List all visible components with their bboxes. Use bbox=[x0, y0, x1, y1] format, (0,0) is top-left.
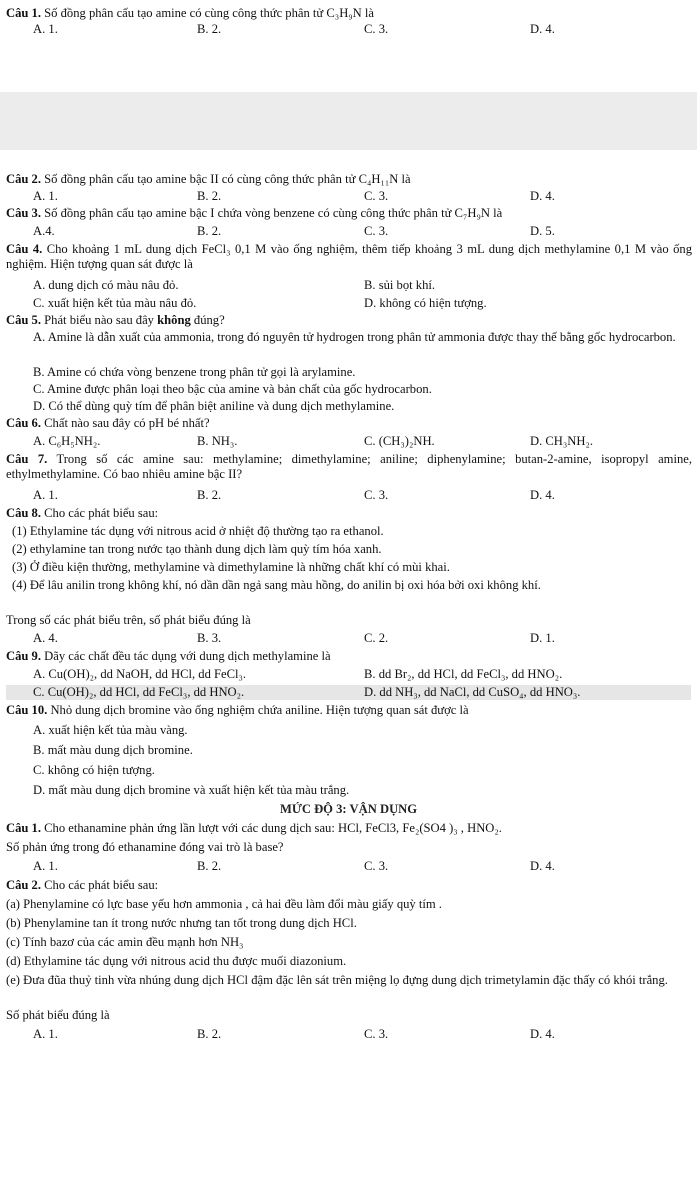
option-d: D. CH₃NH₂. bbox=[530, 434, 594, 448]
option-d: D. không có hiện tượng. bbox=[364, 296, 487, 310]
statement-a: (a) Phenylamine có lực base yếu hơn ammonia , cả hai đều làm đổi màu giấy quỳ tím . bbox=[6, 897, 442, 911]
question-8: Câu 8. Cho các phát biểu sau: bbox=[6, 506, 159, 520]
question-10: Câu 10. Nhỏ dung dịch bromine vào ống nghiệm chứa aniline. Hiện tượng quan sát được là bbox=[6, 703, 469, 717]
statement-c: (c) Tính bazơ của các amin đều mạnh hơn NH₃ bbox=[6, 935, 244, 949]
question-6-options bbox=[0, 434, 697, 449]
question-9-options-row1 bbox=[0, 667, 697, 682]
option-b: B. 2. bbox=[197, 488, 222, 502]
option-b: B. 2. bbox=[197, 224, 222, 238]
question-2-options bbox=[0, 189, 697, 204]
option-c: C. 3. bbox=[364, 1027, 389, 1041]
statement-3: (3) Ở điều kiện thường, methylamine và dimethylamine là những chất khí có mùi khai. bbox=[12, 560, 450, 574]
question-3: Câu 3. Số đồng phân cấu tạo amine bậc I chứa vòng benzene có cùng công thức phân tử C₇H₉N là bbox=[6, 206, 503, 220]
question-2: Câu 2. Số đồng phân cấu tạo amine bậc II có cùng công thức phân tử C₄H₁₁N là bbox=[6, 172, 411, 186]
option-a: A. C₆H₅NH₂. bbox=[33, 434, 101, 448]
question-3-options bbox=[0, 224, 697, 239]
question-4: Câu 4. Cho khoảng 1 mL dung dịch FeCl₃ 0,1 M vào ống nghiệm, thêm tiếp khoảng 3 mL dung dịch methylamine 0,1 M vào ống nghiệm. Hiện tượng quan sát được là bbox=[6, 242, 692, 271]
question-4-options-row1 bbox=[0, 278, 697, 293]
option-b: B. dd Br₂, dd HCl, dd FeCl₃, dd HNO₂. bbox=[364, 667, 563, 681]
statement-e: (e) Đưa đũa thuỷ tinh vừa nhúng dung dịch HCl đậm đặc lên sát trên miệng lọ đựng dung dịch trimetylamin đặc thấy có khói trắng. bbox=[6, 973, 668, 987]
statement-2: (2) ethylamine tan trong nước tạo thành dung dịch làm quỳ tím hóa xanh. bbox=[12, 542, 382, 556]
option-c: C. Cu(OH)₂, dd HCl, dd FeCl₃, dd HNO₂. bbox=[33, 685, 245, 699]
statement-b: B. Amine có chứa vòng benzene trong phân tử gọi là arylamine. bbox=[33, 365, 356, 379]
option-c: C. (CH₃)₂NH. bbox=[364, 434, 435, 448]
option-d: D. dd NH₃, dd NaCl, dd CuSO₄, dd HNO₃. bbox=[364, 685, 581, 699]
option-c: C. 3. bbox=[364, 488, 389, 502]
option-c: C. 3. bbox=[364, 22, 389, 36]
statement-b: (b) Phenylamine tan ít trong nước nhưng tan tốt trong dung dịch HCl. bbox=[6, 916, 357, 930]
option-b: B. 2. bbox=[197, 1027, 222, 1041]
question-9: Câu 9. Dãy các chất đều tác dụng với dung dịch methylamine là bbox=[6, 649, 331, 663]
option-b: B. 2. bbox=[197, 22, 222, 36]
option-c: C. 3. bbox=[364, 224, 389, 238]
option-b: B. 2. bbox=[197, 859, 222, 873]
option-d: D. 4. bbox=[530, 488, 555, 502]
level3-question-1-prompt: Số phản ứng trong đó ethanamine đóng vai trò là base? bbox=[6, 840, 284, 854]
question-7-options bbox=[0, 488, 697, 503]
question-8-prompt: Trong số các phát biểu trên, số phát biểu đúng là bbox=[6, 613, 251, 627]
option-d: D. 4. bbox=[530, 859, 555, 873]
statement-c: C. không có hiện tượng. bbox=[33, 763, 155, 777]
question-1-options bbox=[0, 22, 697, 37]
question-6: Câu 6. Chất nào sau đây có pH bé nhất? bbox=[6, 416, 210, 430]
level3-question-1: Câu 1. Cho ethanamine phản ứng lần lượt với các dung dịch sau: HCl, FeCl3, Fe₂(SO4 )₃ , HNO₂. bbox=[6, 821, 502, 835]
level3-question-1-options bbox=[0, 859, 697, 874]
option-a: A. 1. bbox=[33, 1027, 58, 1041]
question-4-options-row2 bbox=[0, 296, 697, 311]
option-d: D. 4. bbox=[530, 22, 555, 36]
question-5: Câu 5. Phát biểu nào sau đây không đúng? bbox=[6, 313, 225, 327]
option-b: B. 2. bbox=[197, 189, 222, 203]
question-1: Câu 1. Số đồng phân cấu tạo amine có cùng công thức phân tử C₃H₉N là bbox=[6, 6, 375, 20]
option-b: B. NH₃. bbox=[197, 434, 238, 448]
option-d: D. 4. bbox=[530, 1027, 555, 1041]
option-a: A. 1. bbox=[33, 189, 58, 203]
question-9-options-row2 bbox=[6, 685, 691, 700]
option-c: C. 2. bbox=[364, 631, 389, 645]
statement-a: A. Amine là dẫn xuất của ammonia, trong đó nguyên tử hydrogen trong phân tử ammonia được thay thế bằng gốc hydrocarbon. bbox=[33, 330, 676, 344]
option-b: B. 3. bbox=[197, 631, 222, 645]
level3-question-2-options bbox=[0, 1027, 697, 1042]
statement-d: D. mất màu dung dịch bromine và xuất hiện kết tủa màu trắng. bbox=[33, 783, 350, 797]
option-c: C. 3. bbox=[364, 859, 389, 873]
statement-1: (1) Ethylamine tác dụng với nitrous acid ở nhiệt độ thường tạo ra ethanol. bbox=[12, 524, 384, 538]
statement-d: D. Có thể dùng quỳ tím để phân biệt aniline và dung dịch methylamine. bbox=[33, 399, 395, 413]
blank-gap bbox=[0, 92, 697, 150]
option-a: A. 1. bbox=[33, 859, 58, 873]
option-c: C. xuất hiện kết tủa màu nâu đỏ. bbox=[33, 296, 197, 310]
level3-question-2-prompt: Số phát biểu đúng là bbox=[6, 1008, 110, 1022]
option-d: D. 4. bbox=[530, 189, 555, 203]
option-c: C. 3. bbox=[364, 189, 389, 203]
option-a: A. 1. bbox=[33, 488, 58, 502]
section-heading: MỨC ĐỘ 3: VẬN DỤNG bbox=[279, 802, 418, 816]
option-a: A. 1. bbox=[33, 22, 58, 36]
level3-question-2: Câu 2. Cho các phát biểu sau: bbox=[6, 878, 159, 892]
option-d: D. 5. bbox=[530, 224, 555, 238]
statement-b: B. mất màu dung dịch bromine. bbox=[33, 743, 193, 757]
statement-d: (d) Ethylamine tác dụng với nitrous acid thu được muối diazonium. bbox=[6, 954, 347, 968]
question-7: Câu 7. Trong số các amine sau: methylamine; dimethylamine; aniline; diphenylamine; butan-2-amine, isopropyl amine, ethylmethylamine. Có bao nhiêu amine bậc II? bbox=[6, 452, 692, 481]
statement-a: A. xuất hiện kết tủa màu vàng. bbox=[33, 723, 188, 737]
option-a: A. Cu(OH)₂, dd NaOH, dd HCl, dd FeCl₃. bbox=[33, 667, 247, 681]
option-b: B. sủi bọt khí. bbox=[364, 278, 436, 292]
statement-4: (4) Để lâu anilin trong không khí, nó dần dần ngả sang màu hồng, do anilin bị oxi hóa bởi oxi không khí. bbox=[12, 578, 541, 592]
statement-c: C. Amine được phân loại theo bậc của amine và bản chất của gốc hydrocarbon. bbox=[33, 382, 432, 396]
question-8-options bbox=[0, 631, 697, 646]
option-a: A.4. bbox=[33, 224, 55, 238]
option-a: A. 4. bbox=[33, 631, 58, 645]
option-a: A. dung dịch có màu nâu đỏ. bbox=[33, 278, 179, 292]
option-d: D. 1. bbox=[530, 631, 555, 645]
